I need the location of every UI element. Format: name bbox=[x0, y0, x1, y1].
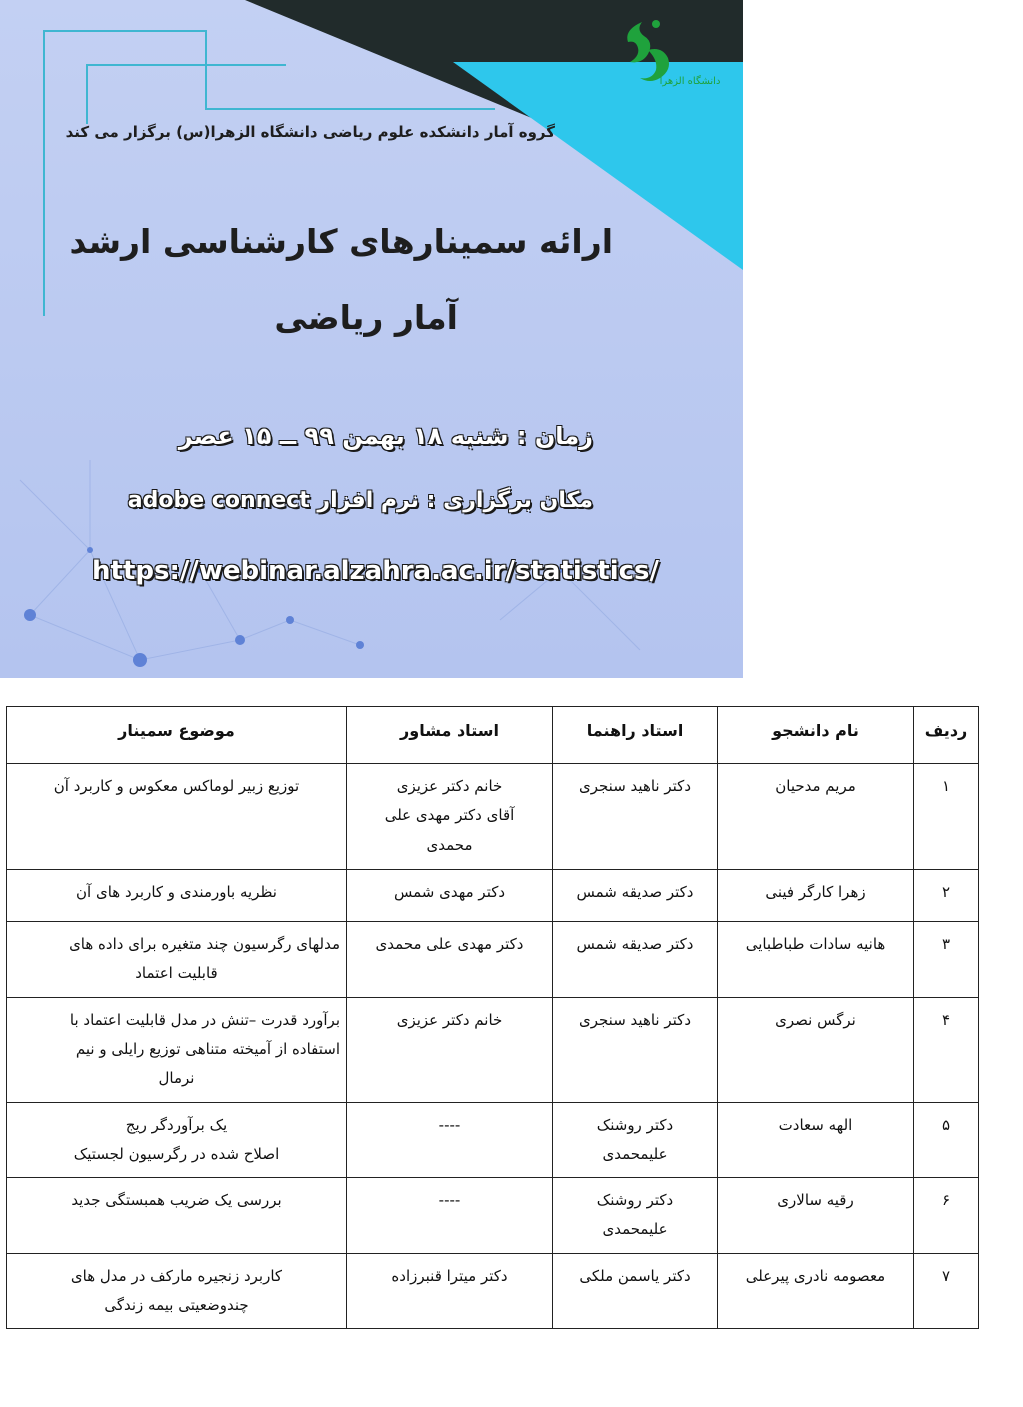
advisor-line: دکتر میترا قنبرزاده bbox=[391, 1266, 508, 1285]
row-number: ۵ bbox=[914, 1102, 979, 1178]
student-name: الهه سعادت bbox=[718, 1102, 914, 1178]
row-number: ۴ bbox=[914, 997, 979, 1102]
topic-line: استفاده از آمیخته متناهی توزیع رایلی و نیم bbox=[75, 1039, 340, 1058]
topic-line: مدلهای رگرسیون چند متغیره برای داده های bbox=[69, 935, 340, 953]
seminar-schedule-table bbox=[6, 706, 979, 1329]
topic-line: توزیع زبیر لوماکس معکوس و کاربرد آن bbox=[53, 777, 300, 795]
frame-line bbox=[205, 108, 495, 110]
supervisor-name bbox=[553, 764, 718, 870]
student-name: هانیه سادات طباطبایی bbox=[718, 922, 914, 998]
supervisor-line: دکتر روشنک bbox=[596, 1191, 674, 1209]
row-number: ۲ bbox=[914, 870, 979, 922]
event-time: زمان : شنبه ۱۸ بهمن ۹۹ ــ ۱۵ عصر bbox=[178, 422, 593, 450]
topic-line: یک برآوردگر ریج bbox=[125, 1115, 228, 1134]
organizer-text: گروه آمار دانشکده علوم ریاضی دانشگاه الزهرا(س) برگزار می کند bbox=[65, 123, 555, 141]
seminar-topic bbox=[7, 870, 347, 922]
student-name: مریم مدحیان bbox=[718, 764, 914, 870]
row-number: ۷ bbox=[914, 1253, 979, 1329]
seminar-topic bbox=[7, 764, 347, 870]
svg-text:دانشگاه الزهرا: دانشگاه الزهرا bbox=[659, 76, 721, 87]
poster-title-line2: آمار ریاضی bbox=[274, 298, 458, 337]
topic-line: چندوضعیتی بیمه زندگی bbox=[104, 1295, 249, 1314]
advisor-name bbox=[347, 1178, 553, 1254]
table-row bbox=[7, 997, 979, 1102]
supervisor-line: دکتر ناهید سنجری bbox=[578, 777, 691, 795]
topic-line: کاربرد زنجیره مارکف در مدل های bbox=[70, 1266, 283, 1285]
frame-line bbox=[43, 30, 207, 32]
table-row bbox=[7, 764, 979, 870]
student-name: نرگس نصری bbox=[718, 997, 914, 1102]
row-number: ۶ bbox=[914, 1178, 979, 1254]
topic-line: برآورد قدرت –تنش در مدل قابلیت اعتماد با bbox=[69, 1010, 340, 1029]
supervisor-line: دکتر صدیقه شمس bbox=[576, 935, 694, 953]
seminar-poster bbox=[0, 0, 743, 678]
seminar-topic bbox=[7, 997, 347, 1102]
webinar-url[interactable]: https://webinar.alzahra.ac.ir/statistics/ bbox=[92, 556, 660, 586]
supervisor-line: دکتر یاسمن ملکی bbox=[579, 1266, 691, 1285]
advisor-line: ---- bbox=[438, 1115, 461, 1134]
seminar-topic bbox=[7, 1178, 347, 1254]
advisor-line: محمدی bbox=[426, 835, 473, 854]
supervisor-name bbox=[553, 922, 718, 998]
supervisor-name bbox=[553, 1178, 718, 1254]
seminar-topic bbox=[7, 1102, 347, 1178]
student-name: معصومه نادری پیرعلی bbox=[718, 1253, 914, 1329]
supervisor-name bbox=[553, 1102, 718, 1178]
topic-line: نرمال bbox=[158, 1069, 195, 1087]
supervisor-line: علیمحمدی bbox=[602, 1144, 668, 1163]
advisor-line: دکتر مهدی شمس bbox=[393, 883, 506, 901]
advisor-line: خانم دکتر عزیزی bbox=[396, 777, 503, 795]
advisor-line: خانم دکتر عزیزی bbox=[396, 1010, 503, 1029]
header-advisor: استاد مشاور bbox=[347, 707, 553, 764]
supervisor-name bbox=[553, 870, 718, 922]
student-name: رقیه سالاری bbox=[718, 1178, 914, 1254]
header-student: نام دانشجو bbox=[718, 707, 914, 764]
topic-line: اصلاح شده در رگرسیون لجستیک bbox=[73, 1144, 280, 1163]
table-row bbox=[7, 922, 979, 998]
table-row bbox=[7, 1102, 979, 1178]
advisor-name bbox=[347, 1253, 553, 1329]
alzahra-university-logo bbox=[612, 12, 732, 92]
frame-line bbox=[205, 30, 207, 110]
row-number: ۳ bbox=[914, 922, 979, 998]
supervisor-line: دکتر صدیقه شمس bbox=[576, 883, 694, 901]
supervisor-line: دکتر روشنک bbox=[596, 1115, 674, 1134]
frame-line bbox=[86, 64, 88, 124]
supervisor-line: دکتر ناهید سنجری bbox=[578, 1010, 691, 1029]
advisor-line: دکتر مهدی علی محمدی bbox=[375, 935, 524, 953]
advisor-line: ---- bbox=[438, 1191, 461, 1209]
row-number: ۱ bbox=[914, 764, 979, 870]
table-row bbox=[7, 1178, 979, 1254]
advisor-name bbox=[347, 870, 553, 922]
topic-line: بررسی یک ضریب همبستگی جدید bbox=[71, 1191, 282, 1209]
advisor-line: آقای دکتر مهدی علی bbox=[384, 806, 515, 825]
poster-title-line1: ارائه سمینارهای کارشناسی ارشد bbox=[69, 222, 613, 261]
topic-line: نظریه باورمندی و کاربرد های آن bbox=[76, 883, 277, 901]
supervisor-name bbox=[553, 1253, 718, 1329]
table-row bbox=[7, 870, 979, 922]
advisor-name bbox=[347, 997, 553, 1102]
header-supervisor: استاد راهنما bbox=[553, 707, 718, 764]
advisor-name bbox=[347, 1102, 553, 1178]
topic-line: قابلیت اعتماد bbox=[135, 964, 218, 983]
table-header-row bbox=[7, 707, 979, 764]
header-topic: موضوع سمینار bbox=[7, 707, 347, 764]
frame-line bbox=[43, 30, 45, 316]
event-place: مکان برگزاری : نرم افزار adobe connect bbox=[127, 488, 593, 513]
table-row bbox=[7, 1253, 979, 1329]
student-name: زهرا کارگر فینی bbox=[718, 870, 914, 922]
header-row-number: ردیف bbox=[914, 707, 979, 764]
advisor-name bbox=[347, 922, 553, 998]
supervisor-name bbox=[553, 997, 718, 1102]
frame-line bbox=[86, 64, 286, 66]
network-decoration bbox=[0, 420, 743, 678]
supervisor-line: علیمحمدی bbox=[602, 1220, 668, 1239]
advisor-name bbox=[347, 764, 553, 870]
seminar-topic bbox=[7, 1253, 347, 1329]
seminar-topic bbox=[7, 922, 347, 998]
